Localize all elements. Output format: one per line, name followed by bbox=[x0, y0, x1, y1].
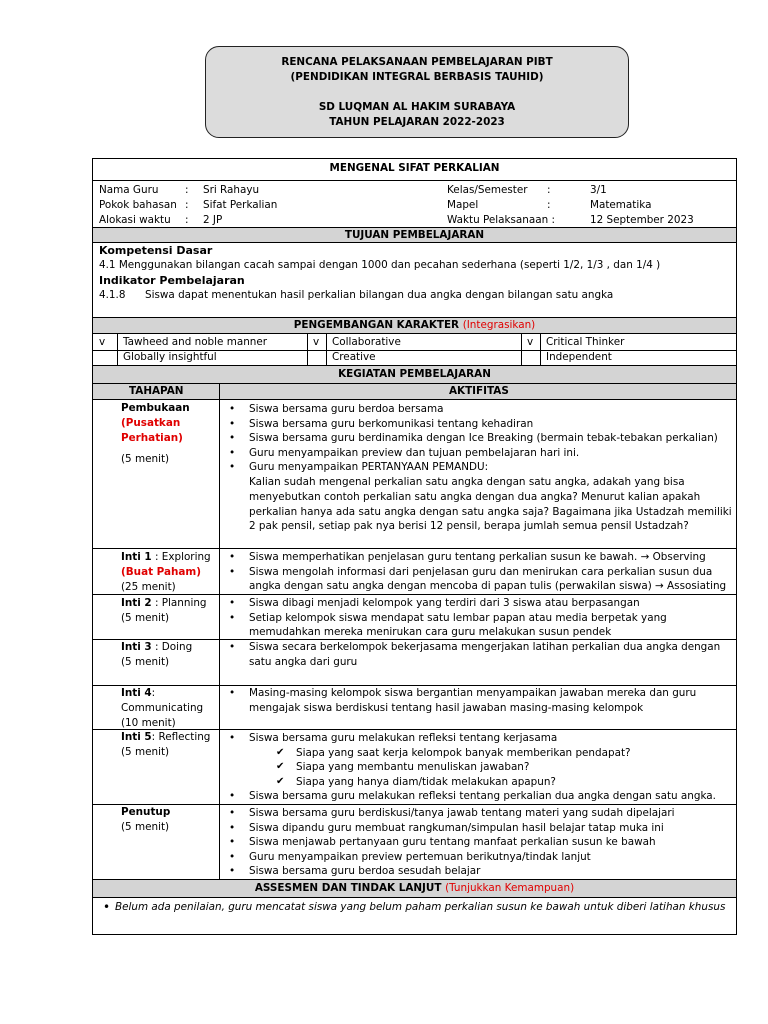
inti-4-activities bbox=[221, 686, 696, 715]
list-item: • Siswa bersama guru berdiskusi/tanya jawab tentang materi yang sudah dipelajari bbox=[221, 806, 675, 821]
inti-2-activities bbox=[221, 596, 667, 640]
kelas-value: 3/1 bbox=[590, 184, 607, 196]
karakter-header: PENGEMBANGAN KARAKTER (Integrasikan) bbox=[93, 317, 736, 334]
banner-line-4: TAHUN PELAJARAN 2022-2023 bbox=[329, 116, 505, 128]
karakter-independent: Independent bbox=[546, 351, 612, 363]
list-item: • Siswa dipandu guru membuat rangkuman/simpulan hasil belajar tatap muka ini bbox=[221, 821, 675, 836]
tujuan-header: TUJUAN PEMBELAJARAN bbox=[93, 227, 736, 243]
stage-inti-3: Inti 3 : Doing (5 menit) bbox=[121, 641, 193, 668]
karakter-collaborative: Collaborative bbox=[332, 336, 401, 348]
kompetensi-dasar-title: Kompetensi Dasar bbox=[99, 244, 213, 257]
list-item: ✔ Siapa yang membantu menuliskan jawaban? bbox=[221, 760, 716, 775]
stage-inti-5: Inti 5: Reflecting (5 menit) bbox=[121, 731, 211, 758]
alokasi-value: 2 JP bbox=[203, 214, 223, 226]
list-item: satu angka dari guru bbox=[249, 655, 358, 668]
indikator-number: 4.1.8 bbox=[99, 289, 126, 301]
document-banner bbox=[205, 46, 629, 138]
list-item: • Guru menyampaikan preview dan tujuan pembelajaran hari ini. bbox=[221, 446, 718, 461]
indikator-title: Indikator Pembelajaran bbox=[99, 274, 245, 287]
list-item: ✔ Siapa yang hanya diam/tidak melakukan apapun? bbox=[221, 775, 716, 790]
list-item: • Guru menyampaikan preview pertemuan berikutnya/tindak lanjut bbox=[221, 850, 675, 865]
inti-5-activities bbox=[221, 731, 716, 804]
list-item: • Guru menyampaikan PERTANYAAN PEMANDU: bbox=[221, 460, 718, 475]
list-item: • Siswa bersama guru berdinamika dengan Ice Breaking (bermain tebak-tebakan perkalian) bbox=[221, 431, 718, 446]
list-item: • Siswa dibagi menjadi kelompok yang terdiri dari 3 siswa atau berpasangan bbox=[221, 596, 667, 611]
stage-inti-4: Inti 4: Communicating (10 menit) bbox=[121, 687, 204, 729]
stage-pembukaan: Pembukaan (Pusatkan Perhatian) (5 menit) bbox=[121, 402, 190, 466]
karakter-tawheed: Tawheed and noble manner bbox=[123, 336, 268, 348]
karakter-critical-thinker: Critical Thinker bbox=[546, 336, 625, 348]
list-item: ✔ Siapa yang saat kerja kelompok banyak memberikan pendapat? bbox=[221, 746, 716, 761]
list-item: • Siswa bersama guru melakukan refleksi tentang perkalian dua angka dengan satu angka. bbox=[221, 789, 716, 804]
karakter-check-2: v bbox=[313, 336, 320, 348]
banner-line-3: SD LUQMAN AL HAKIM SURABAYA bbox=[318, 101, 516, 113]
lesson-title: MENGENAL SIFAT PERKALIAN bbox=[329, 162, 500, 174]
list-item: mengajak siswa berdiskusi tentang hasil jawaban masing-masing kelompok bbox=[249, 701, 644, 714]
pembukaan-activities bbox=[221, 402, 718, 475]
list-item: memudahkan mereka menirukan cara guru melakukan susun pendek bbox=[249, 626, 612, 639]
karakter-creative: Creative bbox=[332, 351, 376, 363]
list-item: • Siswa mengolah informasi dari penjelasan guru dan menirukan cara perkalian susun dua bbox=[221, 565, 726, 580]
list-item: • Setiap kelompok siswa mendapat satu lembar papan atau media berpetak yang bbox=[221, 611, 667, 626]
mapel-value: Matematika bbox=[590, 199, 652, 211]
mapel-label: Mapel bbox=[447, 199, 479, 211]
list-item: angka dengan satu angka dengan mencoba di papan tulis (perwakilan siswa) → Assosiating bbox=[249, 580, 727, 593]
list-item: • Siswa memperhatikan penjelasan guru tentang perkalian susun ke bawah. → Observing bbox=[221, 550, 726, 565]
stage-inti-1: Inti 1 : Exploring (Buat Paham) (25 menit) bbox=[121, 551, 211, 593]
list-item: • Siswa bersama guru melakukan refleksi tentang kerjasama bbox=[221, 731, 716, 746]
aktifitas-column: AKTIFITAS bbox=[449, 385, 509, 397]
kompetensi-dasar-text: 4.1 Menggunakan bilangan cacah sampai dengan 1000 dan pecahan sederhana (seperti 1/2, 1/3 , dan 1/4 ) bbox=[99, 259, 661, 271]
asesmen-bullet: • bbox=[103, 900, 111, 914]
banner-line-1: RENCANA PELAKSANAAN PEMBELAJARAN PIBT bbox=[281, 56, 553, 68]
nama-guru-value: Sri Rahayu bbox=[203, 184, 260, 196]
karakter-globally-insightful: Globally insightful bbox=[123, 351, 217, 363]
stage-inti-2: Inti 2 : Planning (5 menit) bbox=[121, 597, 207, 624]
pokok-label: Pokok bahasan bbox=[99, 199, 177, 211]
kegiatan-header: KEGIATAN PEMBELAJARAN bbox=[93, 365, 736, 384]
lesson-plan-table: MENGENAL SIFAT PERKALIAN Nama Guru : Sri Rahayu Pokok bahasan : Sifat Perkalian Alokasi waktu : 2 JP Kelas/Semester : 3/1 Mapel : Matematika Waktu Pelaksanaan : 12 September 2023 TUJUAN PEMBELAJARAN Kompetensi Dasar 4.1 Menggunakan bilangan cacah sampai dengan 1000 dan pecahan sederhana (seperti 1/2, 1/3 , dan 1/4 ) Indikator Pembelajaran 4.1.8 Siswa dapat menentukan hasil perkalian bilangan dua angka dengan bilangan satu angka PENGEMBANGAN KARAKTER (Integrasikan) v Tawheed and noble manner v Collaborative v Critical Thinker Globally insightful Creative Independent KEGIATAN PEMBELAJARAN TAHAPAN AKTIFITAS Pembukaan (Pusatkan Perhatian) (5 menit) • Siswa bersama guru berdoa bersama • Siswa bersama guru berkomunikasi tentang kehadiran • Siswa bersama guru berdinamika dengan Ice Breaking (bermain tebak-tebakan perkalian) • Guru menyampaikan preview dan tujuan pembelajaran hari ini. • Guru menyampaikan PERTANYAAN PEMANDU: Kalian sudah mengenal perkalian satu angka dengan satu angka, adakah yang bisa menyebutkan contoh perkalian satu angka dengan dua angka? Menurut kalian apakah perkalian hanya ada satu angka dengan satu angka saja? Bagaimana jika Ustadzah memiliki 2 pak pensil, setiap pak nya berisi 12 pensil, berapa jumlah semua pensil Ustadzah? Inti 1 : Exploring (Buat Paham) (25 menit) • Siswa memperhatikan penjelasan guru tentang perkalian susun ke bawah. → Observing • Siswa mengolah informasi dari penjelasan guru dan menirukan cara perkalian susun dua angka dengan satu angka dengan mencoba di papan tulis (perwakilan siswa) → Assosiating Inti 2 : Planning (5 menit) • Siswa dibagi menjadi kelompok yang terdiri dari 3 siswa atau berpasangan • Setiap kelompok siswa mendapat satu lembar papan atau media berpetak yang memudahkan mereka menirukan cara guru melakukan susun pendek Inti 3 : Doing (5 menit) • Siswa secara berkelompok bekerjasama mengerjakan latihan perkalian dua angka dengan satu angka dari guru Inti 4: Communicating (10 menit) • Masing-masing kelompok siswa bergantian menyampaikan jawaban mereka dan guru mengajak siswa berdiskusi tentang hasil jawaban masing-masing kelompok Inti 5: Reflecting (5 menit) • Siswa bersama guru melakukan refleksi tentang kerjasama ✔ Siapa yang saat kerja kelompok banyak memberikan pendapat? ✔ Siapa yang membantu menuliskan jawaban? ✔ Siapa yang hanya diam/tidak melakukan apapun? • Siswa bersama guru melakukan refleksi tentang perkalian dua angka dengan satu angka. Penutup (5 menit) • Siswa bersama guru berdiskusi/tanya jawab tentang materi yang sudah dipelajari • Siswa dipandu guru membuat rangkuman/simpulan hasil belajar tatap muka ini • Siswa menjawab pertanyaan guru tentang manfaat perkalian susun ke bawah • Guru menyampaikan preview pertemuan berikutnya/tindak lanjut • Siswa bersama guru berdoa sesudah belajar ASSESMEN DAN TINDAK LANJUT (Tunjukkan Kemampuan) • Belum ada penilaian, guru mencatat siswa yang belum paham perkalian susun ke bawah untuk diberi latihan khusus bbox=[92, 158, 737, 935]
pokok-value: Sifat Perkalian bbox=[203, 199, 278, 211]
indikator-text: Siswa dapat menentukan hasil perkalian bilangan dua angka dengan bilangan satu angka bbox=[145, 289, 614, 301]
waktu-label: Waktu Pelaksanaan : bbox=[447, 214, 556, 226]
karakter-check-1: v bbox=[99, 336, 106, 348]
inti-1-activities bbox=[221, 550, 726, 594]
list-item: • Masing-masing kelompok siswa bergantian menyampaikan jawaban mereka dan guru bbox=[221, 686, 696, 701]
inti-3-activities bbox=[221, 640, 720, 669]
alokasi-label: Alokasi waktu bbox=[99, 214, 171, 226]
list-item: • Siswa bersama guru berdoa sesudah belajar bbox=[221, 864, 675, 879]
list-item: • Siswa bersama guru berdoa bersama bbox=[221, 402, 718, 417]
list-item: • Siswa menjawab pertanyaan guru tentang manfaat perkalian susun ke bawah bbox=[221, 835, 675, 850]
karakter-check-3: v bbox=[527, 336, 534, 348]
kegiatan-column-header bbox=[93, 384, 736, 400]
waktu-value: 12 September 2023 bbox=[590, 214, 694, 226]
stage-penutup: Penutup (5 menit) bbox=[121, 806, 171, 833]
nama-guru-label: Nama Guru bbox=[99, 184, 159, 196]
list-item: • Siswa secara berkelompok bekerjasama mengerjakan latihan perkalian dua angka dengan bbox=[221, 640, 720, 655]
banner-line-2: (PENDIDIKAN INTEGRAL BERBASIS TAUHID) bbox=[290, 71, 544, 83]
penutup-activities bbox=[221, 806, 675, 879]
tahapan-column: TAHAPAN bbox=[129, 385, 184, 397]
list-item: • Siswa bersama guru berkomunikasi tentang kehadiran bbox=[221, 417, 718, 432]
asesmen-text: Belum ada penilaian, guru mencatat siswa yang belum paham perkalian susun ke bawah untuk diberi latihan khusus bbox=[115, 901, 726, 913]
asesmen-header: ASSESMEN DAN TINDAK LANJUT (Tunjukkan Kemampuan) bbox=[93, 879, 736, 898]
kelas-label: Kelas/Semester bbox=[447, 184, 528, 196]
pertanyaan-pemandu-text: Kalian sudah mengenal perkalian satu angka dengan satu angka, adakah yang bisa menyebutkan contoh perkalian satu angka dengan dua angka? Menurut kalian apakah perkalian hanya ada satu angka dengan satu angka saja? Bagaimana jika Ustadzah memiliki 2 pak pensil, setiap pak nya berisi 12 pensil, berapa jumlah semua pensil Ustadzah? bbox=[249, 476, 732, 533]
